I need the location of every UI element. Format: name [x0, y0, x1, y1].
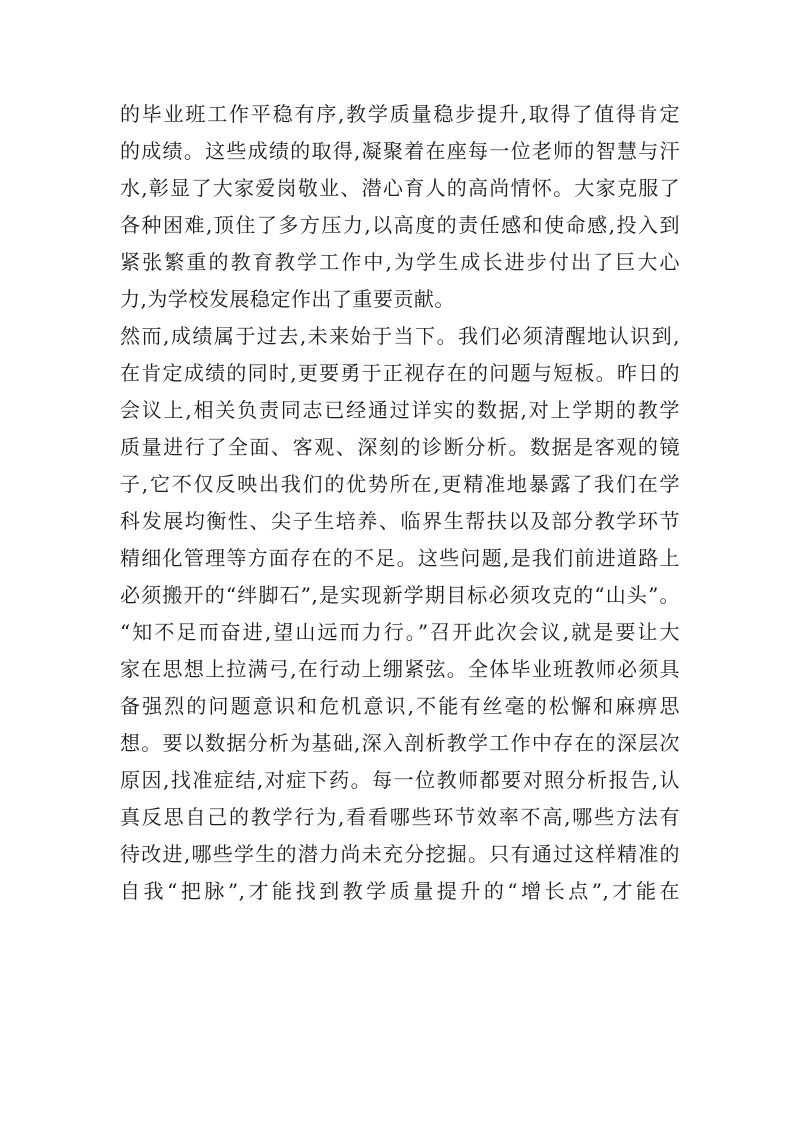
- text-line: 原因,找准症结,对症下药。每一位教师都要对照分析报告,认: [120, 768, 680, 792]
- text-line: 必须搬开的“绊脚石”,是实现新学期目标必须攻克的“山头”。: [120, 583, 680, 607]
- text-line: 各种困难,顶住了多方压力,以高度的责任感和使命感,投入到: [120, 213, 680, 237]
- body-text: [120, 96, 680, 910]
- text-line: 子,它不仅反映出我们的优势所在,更精准地暴露了我们在学: [120, 472, 680, 496]
- text-line: “知不足而奋进,望山远而力行。”召开此次会议,就是要让大: [120, 620, 680, 644]
- text-line: 自我“把脉”,才能找到教学质量提升的“增长点”,才能在: [120, 879, 680, 903]
- text-line: 真反思自己的教学行为,看看哪些环节效率不高,哪些方法有: [120, 805, 680, 829]
- text-line: 科发展均衡性、尖子生培养、临界生帮扶以及部分教学环节: [120, 509, 680, 533]
- text-line: 紧张繁重的教育教学工作中,为学生成长进步付出了巨大心: [120, 250, 680, 274]
- text-line: 家在思想上拉满弓,在行动上绷紧弦。全体毕业班教师必须具: [120, 657, 680, 681]
- text-line: 会议上,相关负责同志已经通过详实的数据,对上学期的教学: [120, 398, 680, 422]
- text-line: 水,彰显了大家爱岗敬业、潜心育人的高尚情怀。大家克服了: [120, 176, 680, 200]
- text-line: 然而,成绩属于过去,未来始于当下。我们必须清醒地认识到,: [120, 324, 680, 348]
- text-line: 想。要以数据分析为基础,深入剖析教学工作中存在的深层次: [120, 731, 680, 755]
- text-line: 质量进行了全面、客观、深刻的诊断分析。数据是客观的镜: [120, 435, 680, 459]
- text-line: 在肯定成绩的同时,更要勇于正视存在的问题与短板。昨日的: [120, 361, 680, 385]
- text-line: 力,为学校发展稳定作出了重要贡献。: [120, 287, 455, 311]
- text-line: 精细化管理等方面存在的不足。这些问题,是我们前进道路上: [120, 546, 680, 570]
- text-line: 待改进,哪些学生的潜力尚未充分挖掘。只有通过这样精准的: [120, 842, 680, 866]
- text-line: 的毕业班工作平稳有序,教学质量稳步提升,取得了值得肯定: [120, 102, 680, 126]
- text-line: 的成绩。这些成绩的取得,凝聚着在座每一位老师的智慧与汗: [120, 139, 680, 163]
- text-line: 备强烈的问题意识和危机意识,不能有丝毫的松懈和麻痹思: [120, 694, 680, 718]
